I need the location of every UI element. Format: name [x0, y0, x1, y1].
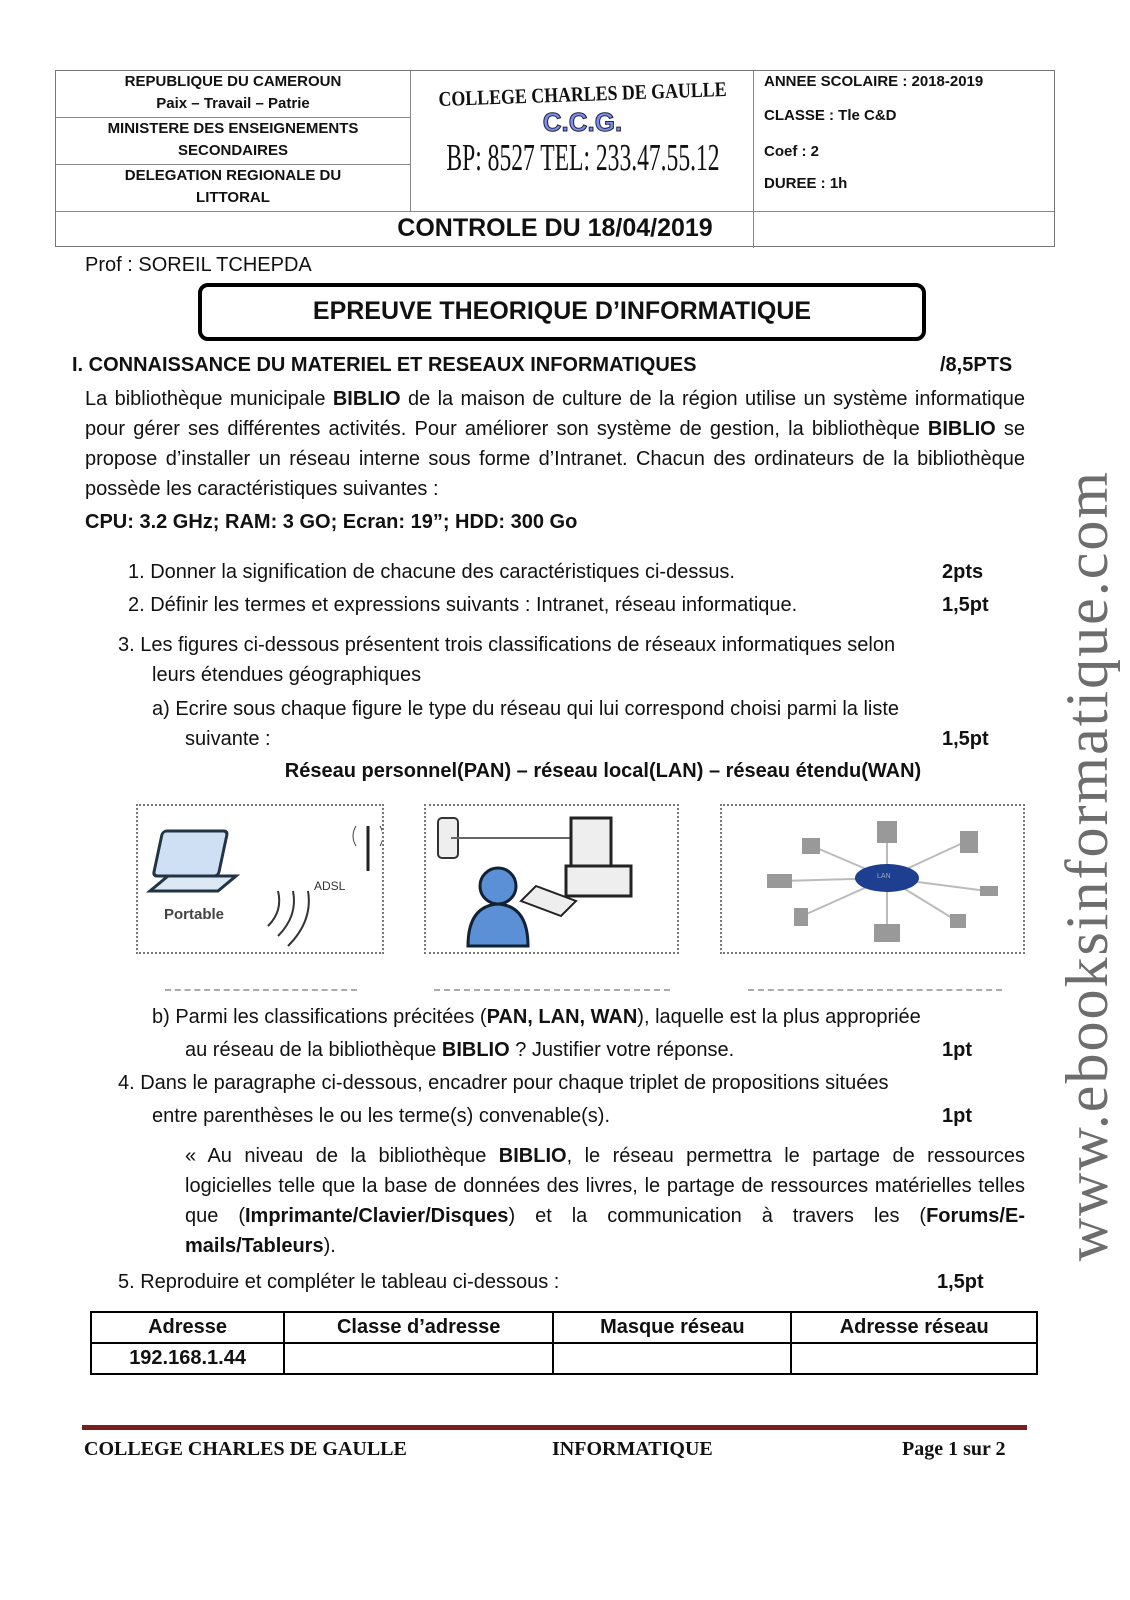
t: ).	[323, 1235, 336, 1257]
question-3a: a) Ecrire sous chaque figure le type du réseau qui lui correspond choisi parmi la liste	[152, 698, 900, 720]
control-date: CONTROLE DU 18/04/2019	[397, 214, 713, 242]
t: PAN, LAN, WAN	[486, 1006, 638, 1028]
lan-label: LAN	[877, 873, 891, 880]
exam-title: EPREUVE THEORIQUE D’INFORMATIQUE	[198, 283, 926, 341]
table-row	[91, 1343, 1037, 1374]
specs: CPU: 3.2 GHz; RAM: 3 GO; Ecran: 19”; HDD: 300 Go	[85, 511, 578, 533]
t: ? Justifier votre réponse.	[509, 1039, 735, 1061]
figure-wan	[720, 804, 1025, 954]
delegation-2: LITTORAL	[196, 189, 270, 206]
republic: REPUBLIQUE DU CAMEROUN	[124, 73, 342, 90]
t: ), laquelle est la plus appropriée	[637, 1006, 921, 1028]
section-points: /8,5PTS	[940, 354, 1013, 376]
motto: Paix – Travail – Patrie	[156, 95, 310, 112]
laptop-icon	[138, 806, 382, 952]
coef: Coef : 2	[764, 143, 820, 160]
cell[interactable]	[284, 1343, 553, 1374]
answer-line-2[interactable]	[434, 989, 670, 991]
header-cell: Classe d’adresse	[284, 1312, 553, 1343]
adsl-label: ADSL	[314, 879, 346, 893]
question-4: 4. Dans le paragraphe ci-dessous, encadrer pour chaque triplet de propositions situées	[118, 1072, 889, 1094]
q4-points: 1pt	[942, 1105, 972, 1127]
q3b-points: 1pt	[942, 1039, 972, 1061]
footer-school: COLLEGE CHARLES DE GAULLE	[84, 1438, 407, 1460]
republic-block	[56, 71, 410, 115]
question-4-quote	[185, 1141, 1025, 1261]
t: , le réseau permettra le partage de ressources logicielles telle que la base de données des livres, le partage de ressources matérielles telles que (	[185, 1145, 1025, 1227]
portable-label: Portable	[164, 906, 225, 923]
question-5: 5. Reproduire et compléter le tableau ci-dessous :	[118, 1271, 560, 1293]
intro-paragraph	[85, 384, 1025, 504]
q5-points: 1,5pt	[937, 1271, 984, 1293]
q3a-points: 1,5pt	[942, 728, 989, 750]
network-star-icon	[722, 806, 1023, 952]
watermark: www.ebooksinformatique.com	[1054, 470, 1120, 1262]
biblio: BIBLIO	[441, 1039, 510, 1061]
school-year: ANNEE SCOLAIRE : 2018-2019	[764, 73, 984, 90]
ministry: MINISTERE DES ENSEIGNEMENTS	[107, 120, 359, 137]
school-logo	[411, 71, 754, 211]
header-cell: Masque réseau	[553, 1312, 791, 1343]
ministry-2: SECONDAIRES	[177, 142, 289, 159]
footer-rule	[82, 1425, 1027, 1430]
logo-contact: BP: 8527 TEL: 233.47.55.12	[445, 137, 720, 179]
t: La bibliothèque municipale	[85, 388, 333, 410]
network-list: Réseau personnel(PAN) – réseau local(LAN) – réseau étendu(WAN)	[284, 760, 922, 782]
footer	[0, 1425, 1130, 1465]
footer-subject: INFORMATIQUE	[552, 1438, 713, 1460]
question-3b	[152, 1002, 1025, 1032]
cell: 192.168.1.44	[91, 1343, 284, 1374]
page-number: Page 1 sur 2	[902, 1438, 1006, 1460]
figures	[0, 804, 1130, 1002]
question-1: 1. Donner la signification de chacune des caractéristiques ci-dessus.	[128, 561, 735, 583]
section-heading: I. CONNAISSANCE DU MATERIEL ET RESEAUX INFORMATIQUES	[72, 354, 697, 376]
figure-lan	[424, 804, 679, 954]
teacher: Prof : SOREIL TCHEPDA	[85, 254, 312, 276]
t: b) Parmi les classifications précitées (	[152, 1006, 487, 1028]
answer-line-1[interactable]	[165, 989, 357, 991]
figure-pan	[136, 804, 384, 954]
header-cell: Adresse réseau	[791, 1312, 1037, 1343]
logo-arc: COLLEGE CHARLES DE GAULLE	[438, 76, 727, 112]
header-cell: Adresse	[91, 1312, 284, 1343]
t: Forums/E-mails/Tableurs	[185, 1205, 1025, 1257]
t: « Au niveau de la bibliothèque	[185, 1145, 499, 1167]
t: se propose d’installer un réseau interne sous forme d’Intranet. Chacun des ordinateurs de la bibliothèque possède les caractéristiques suivantes :	[85, 418, 1025, 500]
t: de la maison de culture de la région utilise un système informatique pour gérer ses différentes activités. Pour améliorer son système de gestion, la bibliothèque	[85, 388, 1025, 440]
header-table	[55, 70, 1055, 247]
question-3-cont: leurs étendues géographiques	[152, 664, 422, 686]
question-2: 2. Définir les termes et expressions suivants : Intranet, réseau informatique.	[128, 594, 798, 616]
biblio: BIBLIO	[332, 388, 401, 410]
delegation: DELEGATION REGIONALE DU	[124, 167, 342, 184]
t: ) et la communication à travers les (	[508, 1205, 927, 1227]
question-4-cont: entre parenthèses le ou les terme(s) convenable(s).	[152, 1105, 611, 1127]
cell[interactable]	[791, 1343, 1037, 1374]
question-3a-cont: suivante :	[185, 728, 271, 750]
question-3b-cont	[185, 1035, 925, 1065]
question-3: 3. Les figures ci-dessous présentent trois classifications de réseaux informatiques selon	[118, 634, 896, 656]
logo-initials: C.C.G.	[542, 107, 623, 137]
user-computer-icon	[426, 806, 677, 952]
biblio: BIBLIO	[927, 418, 996, 440]
exam-body	[0, 350, 1130, 1465]
address-table	[90, 1311, 1038, 1375]
duration: DUREE : 1h	[764, 175, 848, 192]
t: au réseau de la bibliothèque	[185, 1039, 442, 1061]
q2-points: 1,5pt	[942, 594, 989, 616]
answer-line-3[interactable]	[748, 989, 1002, 991]
biblio: BIBLIO	[498, 1145, 567, 1167]
cell[interactable]	[553, 1343, 791, 1374]
table-header-row	[91, 1312, 1037, 1343]
class: CLASSE : Tle C&D	[764, 107, 897, 124]
q1-points: 2pts	[942, 561, 984, 583]
t: Imprimante/Clavier/Disques	[245, 1205, 509, 1227]
